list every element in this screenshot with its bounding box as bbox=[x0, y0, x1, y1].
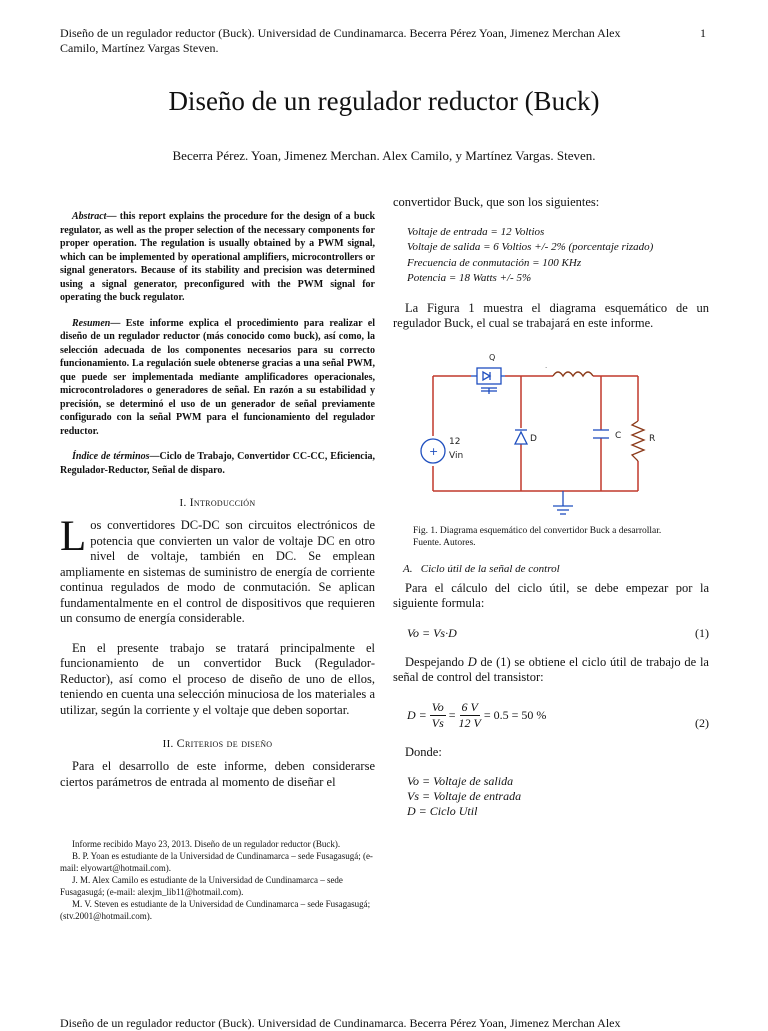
subsection-a-title: Ciclo útil de la señal de control bbox=[420, 562, 560, 575]
page-number: 1 bbox=[700, 26, 706, 40]
footnotes bbox=[60, 838, 375, 922]
criteria-continuation: convertidor Buck, que son los siguientes: bbox=[393, 195, 600, 209]
drop-cap: L bbox=[60, 513, 87, 560]
running-header: Diseño de un regulador reductor (Buck). Universidad de Cundinamarca. Becerra Pérez Yoan, Jimenez Merchan Alex Camilo, Martínez Vargas Steven. bbox=[60, 26, 621, 55]
equation-2-number: (2) bbox=[695, 715, 709, 730]
definition-vs: Vs = Voltaje de entrada bbox=[407, 789, 522, 803]
index-terms-text: —Ciclo de Trabajo, Convertidor CC-CC, Eficiencia, Regulador-Reductor, Señal de disparo. bbox=[60, 451, 375, 476]
duty-cycle-paragraph: Para el cálculo del ciclo útil, se debe empezar por la siguiente formula: bbox=[393, 580, 709, 610]
section-1-number: I. bbox=[179, 497, 187, 509]
running-footer: Diseño de un regulador reductor (Buck). Universidad de Cundinamarca. Becerra Pérez Yoan, Jimenez Merchan Alex bbox=[60, 1016, 621, 1030]
footnote-3: J. M. Alex Camilo es estudiante de la Universidad de Cundinamarca – sede Fusagasugá; (e-mail: alexjm_lib11@hotmail.com). bbox=[60, 875, 343, 897]
capacitor-label: C bbox=[615, 430, 622, 441]
eq2-result: = 0.5 = 50 % bbox=[483, 707, 547, 722]
section-2-number: II. bbox=[162, 738, 174, 750]
inductor bbox=[553, 372, 593, 376]
right-column bbox=[393, 195, 709, 819]
eq2-lhs: D = bbox=[407, 707, 427, 722]
figure-intro-paragraph: La Figura 1 muestra el diagrama esquemático de un regulador Buck, el cual se trabajará en este informe. bbox=[393, 300, 709, 330]
eq2-fraction-numeric bbox=[459, 700, 481, 731]
eq2-num1: Vo bbox=[431, 699, 444, 714]
derivation-pre: Despejando bbox=[405, 654, 468, 669]
derivation-var: D bbox=[467, 654, 477, 669]
resumen-label: Resumen bbox=[72, 317, 111, 329]
index-terms-label: Índice de términos bbox=[72, 451, 150, 462]
section-1-heading bbox=[60, 495, 375, 510]
abstract-label: Abstract bbox=[72, 211, 107, 222]
resistor-label: R bbox=[649, 433, 656, 444]
abstract-es bbox=[60, 317, 375, 439]
footnote-4: M. V. Steven es estudiante de la Universidad de Cundinamarca – sede Fusagasugá; (stv.2001@hotmail.com). bbox=[60, 899, 371, 921]
intro-paragraph-1 bbox=[60, 513, 375, 627]
figure-1 bbox=[393, 346, 709, 521]
param-switching-frequency: Frecuencia de conmutación = 100 KHz bbox=[407, 256, 582, 269]
eq2-fraction-symbolic bbox=[430, 700, 446, 731]
resumen-text: — Este informe explica el procedimiento para realizar el diseño de un regulador reductor (más conocido como buck), así como, la selección adecuada de los componentes necesarios para su correcto funcionamiento. La regulación suele obtenerse gracias a una señal PWM, que puede ser implementada mediante amplificadores operacionales, microcontroladores o generadores de señal. En razón a su estabilidad y precisión, se determinó el uso de un generador de señal previamente configurado con la señal PWM para el funcionamiento del regulador reductor. bbox=[60, 317, 375, 437]
abstract-text: — this report explains the procedure for the design of a buck regulator, as well as the proper selection of the necessary components for proper operation. The regulation is usually obtained by a PWM signal, which can be implemented by operational amplifiers, microcontrollers or signal generators. Because of its stability and precision was determined using a signal generator, preconfigured with the PWM signal for operating the buck regulator. bbox=[60, 211, 375, 303]
equation-2 bbox=[407, 700, 709, 731]
section-2-title: Criterios de diseño bbox=[176, 736, 273, 750]
index-terms bbox=[60, 450, 375, 477]
equation-1-expression: Vo = Vs·D bbox=[407, 625, 457, 640]
eq2-den1: Vs bbox=[431, 715, 444, 730]
footnote-1: Informe recibido Mayo 23, 2013. Diseño de un regulador reductor (Buck). bbox=[72, 839, 341, 849]
inductor-dot: · bbox=[545, 363, 548, 372]
eq2-num2: 6 V bbox=[461, 699, 478, 714]
section-2-heading bbox=[60, 736, 375, 751]
intro-paragraph-2: En el presente trabajo se tratará principalmente el funcionamiento de un convertidor Buck (Regulador-Reductor), así como el proceso de diseño de uno de ellos, teniendo en cuenta una selección minuciosa de los materiales a utilizar, según la corriente y el voltaje que deben soportar. bbox=[60, 640, 375, 717]
source-value: 12 bbox=[449, 436, 461, 447]
section-1-title: Introducción bbox=[189, 495, 256, 509]
paper-authors: Becerra Pérez. Yoan, Jimenez Merchan. Alex Camilo, y Martínez Vargas. Steven. bbox=[172, 148, 596, 163]
derivation-paragraph bbox=[393, 655, 709, 686]
caption-source: Fuente. Autores. bbox=[413, 537, 476, 548]
buck-converter-schematic bbox=[393, 346, 709, 521]
abstract-en bbox=[60, 210, 375, 305]
subsection-a-letter: A. bbox=[403, 562, 413, 575]
ground-symbol bbox=[553, 491, 573, 514]
left-column bbox=[60, 210, 375, 804]
definition-d: D = Ciclo Util bbox=[407, 804, 478, 818]
diode bbox=[515, 430, 527, 444]
eq2-equals: = bbox=[448, 707, 456, 722]
definition-vo: Vo = Voltaje de salida bbox=[407, 774, 514, 788]
mosfet-switch bbox=[471, 368, 505, 394]
figure-caption bbox=[413, 525, 709, 549]
param-output-voltage: Voltaje de salida = 6 Voltios +/- 2% (porcentaje rizado) bbox=[407, 241, 654, 253]
donde-label: Donde: bbox=[405, 744, 442, 759]
param-input-voltage: Voltaje de entrada = 12 Voltios bbox=[407, 225, 545, 238]
eq2-den2: 12 V bbox=[458, 715, 481, 730]
criteria-paragraph: Para el desarrollo de este informe, deben considerarse ciertos parámetros de entrada al momento de diseñar el bbox=[60, 759, 375, 789]
source-label: Vin bbox=[449, 450, 464, 461]
equation-1-number: (1) bbox=[695, 625, 709, 640]
intro-p1-text: os convertidores DC-DC son circuitos electrónicos de potencia que convierten un valor de voltaje DC en otro nivel de voltaje, también en DC. Se emplean ampliamente en sistemas de suministro de energía de corriente continua regulados de modo de conmutación. Se aplican fundamentalmente en el control de dispositivos que requieren un consumo de energía considerable. bbox=[60, 518, 375, 625]
diode-label: D bbox=[530, 433, 537, 444]
caption-text: Fig. 1. Diagrama esquemático del convertidor Buck a desarrollar. bbox=[413, 525, 662, 536]
resistor bbox=[632, 421, 644, 461]
subsection-a-heading bbox=[403, 563, 709, 575]
paper-title: Diseño de un regulador reductor (Buck) bbox=[168, 86, 600, 116]
variable-definitions bbox=[407, 774, 709, 819]
capacitor bbox=[593, 430, 609, 438]
param-power: Potencia = 18 Watts +/- 5% bbox=[407, 272, 532, 284]
switch-label: Q bbox=[489, 352, 496, 362]
source-plus-sign: + bbox=[429, 444, 439, 458]
derivation-post: de (1) se obtiene el ciclo útil de trabajo de la señal de control del transistor: bbox=[393, 654, 709, 684]
design-parameters bbox=[407, 225, 709, 287]
footnote-2: B. P. Yoan es estudiante de la Universidad de Cundinamarca – sede Fusagasugá; (e-mail: elyowart@hotmail.com). bbox=[60, 851, 373, 873]
equation-1 bbox=[407, 626, 709, 641]
equation-2-expression bbox=[407, 700, 546, 731]
